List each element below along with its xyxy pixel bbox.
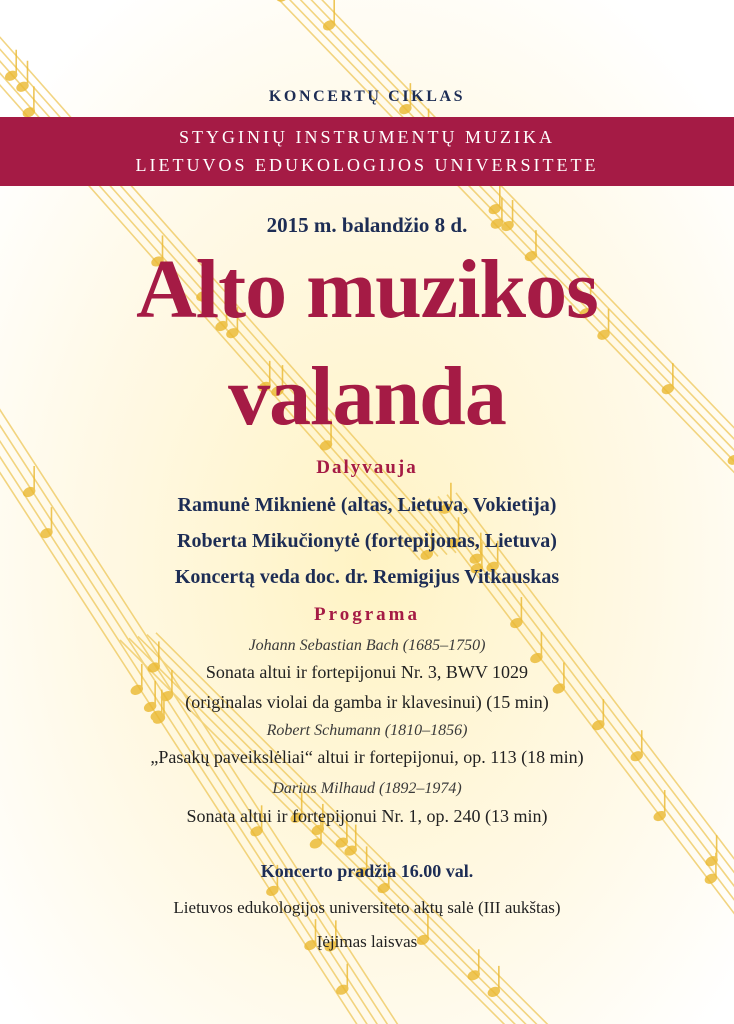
series-label: KONCERTŲ CIKLAS (268, 88, 466, 105)
work-3: Sonata altui ir fortepijonui Nr. 1, op. 240 (13 min) (186, 806, 548, 826)
participants-heading: Dalyvauja (316, 457, 418, 478)
participant-1: Ramunė Miknienė (altas, Lietuva, Vokietija) (177, 494, 557, 516)
work-2: „Pasakų paveikslėliai“ altui ir fortepijonui, op. 113 (18 min) (150, 747, 584, 767)
composer-1: Johann Sebastian Bach (1685–1750) (248, 637, 486, 654)
venue: Lietuvos edukologijos universiteto aktų salė (III aukštas) (173, 898, 561, 917)
participant-2: Roberta Mikučionytė (fortepijonas, Lietuva) (177, 530, 557, 552)
work-1-note: (originalas violai da gamba ir klavesinui) (15 min) (185, 692, 549, 712)
host: Koncertą veda doc. dr. Remigijus Vitkauskas (174, 566, 560, 588)
work-1: Sonata altui ir fortepijonui Nr. 3, BWV 1029 (205, 662, 529, 682)
title-banner (0, 117, 734, 186)
banner-line-1: STYGINIŲ INSTRUMENTŲ MUZIKA (179, 127, 555, 147)
concert-start-time: Koncerto pradžia 16.00 val. (260, 861, 474, 881)
event-title-line-2: valanda (228, 350, 506, 443)
composer-3: Darius Milhaud (1892–1974) (272, 780, 462, 797)
entry-info: Įėjimas laisvas (316, 932, 418, 951)
event-date: 2015 m. balandžio 8 d. (266, 213, 468, 237)
event-title-line-1: Alto muzikos (136, 243, 598, 336)
program-heading: Programa (314, 604, 420, 625)
banner-line-2: LIETUVOS EDUKOLOGIJOS UNIVERSITETE (135, 155, 599, 175)
composer-2: Robert Schumann (1810–1856) (266, 722, 468, 739)
